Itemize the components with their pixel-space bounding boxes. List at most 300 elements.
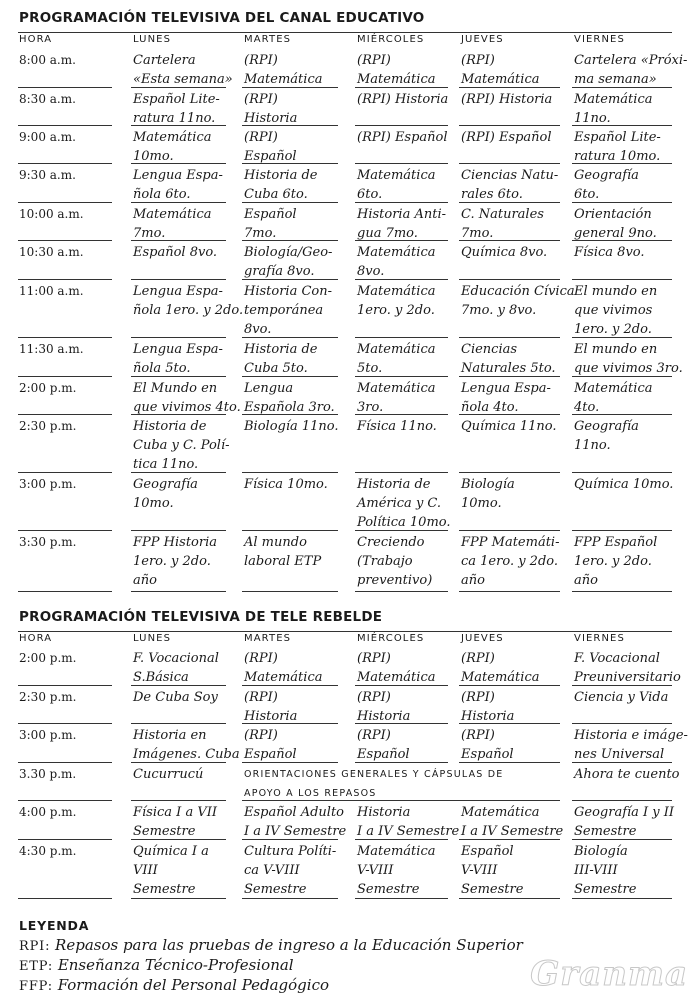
program-line: Español [244, 207, 297, 222]
program-line: 1ero. y 2do. [133, 554, 211, 570]
program-line: (RPI) [244, 728, 278, 743]
program-cell [574, 765, 680, 784]
program-line: rales 6to. [461, 187, 523, 203]
program-line: Imágenes. Cuba [133, 747, 240, 763]
program-line: Biología/Geo- [244, 245, 333, 260]
program-line: Matemática [357, 844, 436, 859]
program-line: año [133, 573, 157, 589]
time-cell: 2:00 p.m. [19, 651, 77, 665]
program-cell [574, 726, 688, 764]
program-cell [461, 282, 575, 320]
program-line: Historia [244, 111, 298, 127]
program-line: (RPI) [357, 728, 391, 743]
program-cell [244, 475, 328, 494]
program-line: Química I a [133, 844, 209, 859]
legend-definition: Enseñanza Técnico-Profesional [57, 956, 294, 974]
row-divider [18, 240, 112, 241]
time-cell: 4:00 p.m. [19, 805, 77, 819]
program-line: 11no. [574, 438, 611, 454]
time-cell: 9:30 a.m. [19, 168, 76, 182]
row-divider [572, 279, 672, 280]
program-cell [244, 688, 297, 726]
row-divider [18, 591, 112, 592]
program-cell [461, 417, 556, 436]
program-line: ca 1ero. y 2do. [461, 554, 559, 570]
program-cell [357, 166, 435, 204]
program-cell [357, 90, 448, 109]
program-cell [574, 90, 652, 128]
program-line: Biología [461, 477, 515, 492]
program-cell [574, 688, 668, 707]
program-line: FPP Español [574, 535, 658, 550]
row-divider [18, 87, 112, 88]
program-line: Física 8vo. [574, 245, 645, 260]
program-cell [357, 51, 435, 89]
row-divider [131, 279, 226, 280]
program-cell [133, 379, 241, 417]
time-cell: 11:30 a.m. [19, 342, 84, 356]
program-line: Lengua Espa- [133, 284, 223, 299]
program-line: Geografía I y II [574, 805, 675, 820]
program-line: Cuba y C. Polí- [133, 438, 230, 454]
program-line: Física 10mo. [244, 477, 328, 492]
program-line: 11no. [574, 111, 611, 127]
program-line: (RPI) Español [357, 130, 448, 145]
program-line: Preuniversitario [574, 670, 681, 686]
program-line: (RPI) [244, 130, 278, 145]
program-line: Historia [461, 709, 515, 725]
program-line: tica 11no. [133, 457, 199, 473]
program-line: (RPI) [357, 690, 391, 705]
program-cell [133, 842, 209, 900]
program-cell [357, 475, 451, 533]
program-line: Español [461, 844, 514, 859]
program-cell [574, 475, 673, 494]
program-line: (RPI) Historia [357, 92, 449, 107]
program-line: FPP Historia [133, 535, 217, 550]
row-divider [459, 279, 560, 280]
program-cell [461, 243, 547, 262]
program-line: 3ro. [357, 400, 384, 416]
legend-title: LEYENDA [19, 918, 90, 933]
program-line: Matemática [461, 805, 540, 820]
program-line: Historia e imáge- [574, 728, 688, 743]
program-line: Cartelera «Próxi- [574, 53, 688, 68]
program-line: 8vo. [357, 264, 385, 280]
program-cell [574, 51, 687, 89]
legend-item [19, 936, 523, 956]
row-divider [18, 125, 112, 126]
row-divider [131, 530, 226, 531]
program-line: F. Vocacional [133, 651, 219, 666]
program-line: 7mo. [244, 226, 277, 242]
program-line: Española 3ro. [244, 400, 335, 416]
time-cell: 2:00 p.m. [19, 381, 77, 395]
program-line: (RPI) [244, 92, 278, 107]
row-divider [242, 530, 338, 531]
program-cell [357, 649, 435, 687]
program-line: (RPI) Español [461, 130, 552, 145]
program-cell [244, 649, 322, 687]
row-divider [18, 337, 112, 338]
time-cell: 3:00 p.m. [19, 728, 77, 742]
row-divider [131, 591, 226, 592]
program-cell [133, 243, 217, 262]
program-line: Historia [357, 805, 411, 820]
program-line: Semestre [574, 824, 637, 840]
column-header-jueves: JUEVES [461, 633, 504, 644]
row-divider [18, 472, 112, 473]
program-cell [461, 803, 563, 841]
program-line: Física 11no. [357, 419, 437, 434]
legend-abbreviation: FFP: [19, 979, 53, 994]
program-cell [244, 803, 346, 841]
program-cell [357, 417, 437, 436]
program-line: (Trabajo [357, 554, 413, 570]
program-line: (RPI) [461, 728, 495, 743]
program-line: Ciencias Natu- [461, 168, 559, 183]
program-line: 7mo. [461, 226, 494, 242]
program-line: 6to. [574, 187, 600, 203]
program-cell [461, 726, 514, 764]
program-line: Matemática [574, 381, 653, 396]
program-cell [461, 379, 551, 417]
program-line: V-VIII [461, 863, 498, 879]
row-divider [459, 125, 560, 126]
row-divider [355, 125, 448, 126]
program-line: laboral ETP [244, 554, 322, 570]
program-line: Biología 11no. [244, 419, 339, 434]
program-cell [357, 379, 435, 417]
program-line: (RPI) [461, 690, 495, 705]
program-cell [133, 475, 198, 513]
time-cell: 3:30 p.m. [19, 535, 77, 549]
program-cell [244, 51, 322, 89]
program-cell [574, 340, 683, 378]
program-line: Matemática [357, 284, 436, 299]
row-divider [18, 762, 112, 763]
program-line: El mundo en [574, 342, 658, 357]
program-cell [133, 128, 211, 166]
program-cell [244, 379, 335, 417]
column-header-hora: HORA [19, 633, 53, 644]
program-line: III-VIII [574, 863, 618, 879]
program-line: (RPI) [357, 53, 391, 68]
column-header-miercoles: MIÉRCOLES [357, 633, 425, 644]
program-line: (RPI) [244, 53, 278, 68]
row-divider [18, 685, 112, 686]
program-line: I a IV Semestre [357, 824, 460, 840]
time-cell: 8:30 a.m. [19, 92, 76, 106]
program-line: Matemática [357, 342, 436, 357]
program-cell [133, 166, 223, 204]
program-line: Historia Con- [244, 284, 333, 299]
program-line: general 9no. [574, 226, 657, 242]
tele_rebelde-title: PROGRAMACIÓN TELEVISIVA DE TELE REBELDE [19, 609, 383, 625]
program-cell [574, 128, 661, 166]
row-divider [459, 337, 560, 338]
legend-item [19, 976, 329, 996]
program-cell [461, 842, 523, 900]
program-cell [244, 533, 321, 571]
program-line: Geografía [574, 168, 639, 183]
program-line: Cuba 6to. [244, 187, 308, 203]
row-divider [459, 591, 560, 592]
row-divider [572, 723, 672, 724]
row-divider [18, 839, 112, 840]
program-line: Semestre [133, 882, 196, 898]
program-line: (RPI) [357, 651, 391, 666]
program-line: Español 8vo. [133, 245, 218, 260]
row-divider [572, 472, 672, 473]
program-line: FPP Matemáti- [461, 535, 560, 550]
row-divider [131, 800, 226, 801]
program-cell [461, 166, 558, 204]
column-header-viernes: VIERNES [574, 633, 625, 644]
time-cell: 4:30 p.m. [19, 844, 77, 858]
program-line: (RPI) [244, 690, 278, 705]
program-line: que vivimos 4to. [133, 400, 241, 416]
program-line: S.Básica [133, 670, 189, 686]
row-divider [242, 591, 338, 592]
row-divider [18, 800, 112, 801]
program-cell [357, 282, 435, 320]
program-line: Semestre [574, 882, 637, 898]
program-line: 6to. [357, 187, 383, 203]
program-line: ma semana» [574, 72, 657, 88]
row-divider [18, 376, 112, 377]
program-line: gua 7mo. [357, 226, 418, 242]
program-cell [357, 128, 448, 147]
program-line: V-VIII [357, 863, 394, 879]
program-line: Matemática [357, 168, 436, 183]
program-line: Matemática [133, 207, 212, 222]
program-line: Ciencia y Vida [574, 690, 669, 705]
span-line: ORIENTACIONES GENERALES Y CÁPSULAS DE [244, 769, 504, 780]
program-line: Matemática [357, 72, 436, 88]
time-cell: 10:30 a.m. [19, 245, 84, 259]
tele_rebelde-header-row [18, 631, 700, 648]
program-cell [244, 417, 339, 436]
program-cell [461, 475, 515, 513]
program-cell [461, 128, 552, 147]
program-line: Semestre [461, 882, 524, 898]
program-line: Biología [574, 844, 628, 859]
program-cell [461, 205, 544, 243]
row-divider [131, 723, 226, 724]
legend-definition: Repasos para las pruebas de ingreso a la Educación Superior [55, 936, 523, 954]
program-cell [133, 649, 219, 687]
program-line: De Cuba Soy [133, 690, 218, 705]
program-line: 7mo. y 8vo. [461, 303, 537, 319]
program-cell [133, 688, 218, 707]
program-line: ratura 11no. [133, 111, 216, 127]
program-cell [574, 282, 657, 340]
program-line: Ciencias [461, 342, 518, 357]
program-line: Semestre [244, 882, 307, 898]
column-header-lunes: LUNES [133, 34, 172, 45]
program-cell [244, 340, 318, 378]
program-line: Geografía [574, 419, 639, 434]
span-line: APOYO A LOS REPASOS [244, 788, 377, 799]
program-line: Matemática [244, 72, 323, 88]
program-line: (RPI) Historia [461, 92, 553, 107]
program-line: Historia de [357, 477, 431, 492]
program-line: Geografía [133, 477, 198, 492]
program-cell [244, 842, 336, 900]
program-cell [244, 282, 332, 340]
time-cell: 3:00 p.m. [19, 477, 77, 491]
program-line: 1ero. y 2do. [574, 554, 652, 570]
program-cell [461, 649, 539, 687]
time-cell: 2:30 p.m. [19, 419, 77, 433]
program-cell [574, 166, 639, 204]
row-divider [131, 337, 226, 338]
program-cell [357, 205, 446, 243]
program-cell [357, 726, 410, 764]
row-divider [18, 163, 112, 164]
program-cell [574, 649, 681, 687]
program-cell [357, 803, 459, 841]
row-divider [459, 163, 560, 164]
program-cell [133, 282, 243, 320]
program-line: Historia de [244, 342, 318, 357]
program-line: Creciendo [357, 535, 425, 550]
row-divider [355, 472, 448, 473]
time-cell: 9:00 a.m. [19, 130, 76, 144]
program-cell [357, 842, 435, 900]
program-cell [244, 205, 297, 243]
time-cell: 10:00 a.m. [19, 207, 84, 221]
time-cell: 2:30 p.m. [19, 690, 77, 704]
program-line: Cuba 5to. [244, 361, 308, 377]
program-line: VIII [133, 863, 158, 879]
program-line: Matemática [357, 381, 436, 396]
program-line: Matemática [461, 72, 540, 88]
program-line: 1ero. y 2do. [574, 322, 652, 338]
program-line: ñola 4to. [461, 400, 519, 416]
row-divider [18, 530, 112, 531]
program-cell [461, 688, 514, 726]
program-cell [133, 803, 217, 841]
program-line: 10mo. [133, 149, 174, 165]
legend-abbreviation: RPI: [19, 939, 51, 954]
program-line: 1ero. y 2do. [357, 303, 435, 319]
program-cell [133, 765, 203, 784]
program-line: preventivo) [357, 573, 433, 589]
program-cell [133, 417, 230, 475]
program-line: América y C. [357, 496, 442, 512]
program-line: Cultura Políti- [244, 844, 337, 859]
canal_educativo-header-row [18, 32, 700, 49]
program-line: Matemática [133, 130, 212, 145]
program-line: Historia [244, 709, 298, 725]
program-line: C. Naturales [461, 207, 544, 222]
program-cell [574, 842, 636, 900]
program-line: Matemática [574, 92, 653, 107]
program-line: F. Vocacional [574, 651, 660, 666]
program-line: Historia en [133, 728, 207, 743]
column-header-martes: MARTES [244, 633, 292, 644]
program-cell [574, 417, 639, 455]
program-cell [574, 205, 657, 243]
legend-definition: Formación del Personal Pedagógico [57, 976, 330, 994]
program-line: 8vo. [244, 322, 272, 338]
row-divider [18, 898, 112, 899]
program-line: Español Lite- [574, 130, 661, 145]
program-line: (RPI) [244, 651, 278, 666]
program-line: 10mo. [461, 496, 502, 512]
program-line: Lengua [244, 381, 294, 396]
program-line: Historia de [244, 168, 318, 183]
row-divider [572, 800, 672, 801]
program-cell [461, 533, 559, 591]
row-divider [355, 163, 448, 164]
time-cell: 3.30 p.m. [19, 767, 77, 781]
program-cell [461, 90, 552, 109]
program-line: 5to. [357, 361, 383, 377]
program-line: (RPI) [461, 53, 495, 68]
program-line: Cucurrucú [133, 767, 204, 782]
program-line: ñola 6to. [133, 187, 191, 203]
program-line: Física I a VII [133, 805, 217, 820]
column-header-hora: HORA [19, 34, 53, 45]
program-cell [357, 243, 435, 281]
row-divider [572, 591, 672, 592]
program-line: ratura 10mo. [574, 149, 661, 165]
row-divider [572, 530, 672, 531]
program-line: Matemática [461, 670, 540, 686]
column-header-lunes: LUNES [133, 633, 172, 644]
program-line: Cartelera [133, 53, 196, 68]
program-cell [244, 166, 318, 204]
row-divider [459, 530, 560, 531]
legend-item [19, 956, 294, 976]
program-line: 7mo. [133, 226, 166, 242]
program-line: Orientación [574, 207, 652, 222]
legend-abbreviation: ETP: [19, 959, 54, 974]
program-line: nes Universal [574, 747, 665, 763]
program-cell [357, 533, 432, 591]
program-line: Química 8vo. [461, 245, 548, 260]
program-cell [133, 533, 217, 591]
program-line: 10mo. [133, 496, 174, 512]
program-line: I a IV Semestre [461, 824, 564, 840]
program-line: que vivimos 3ro. [574, 361, 683, 377]
program-line: Español [244, 747, 297, 763]
program-line: El mundo en [574, 284, 658, 299]
row-divider [18, 723, 112, 724]
program-line: ñola 5to. [133, 361, 191, 377]
program-cell [357, 340, 435, 378]
program-line: 4to. [574, 400, 600, 416]
column-header-miercoles: MIÉRCOLES [357, 34, 425, 45]
program-line: Español Adulto [244, 805, 345, 820]
row-divider [355, 591, 448, 592]
program-cell [133, 205, 211, 243]
program-line: Ahora te cuento [574, 767, 680, 782]
row-divider [18, 202, 112, 203]
program-line: Español [357, 747, 410, 763]
orientaciones-span-cell [244, 765, 503, 803]
program-cell [133, 340, 223, 378]
program-line: temporánea [244, 303, 324, 319]
program-cell [574, 379, 652, 417]
column-header-viernes: VIERNES [574, 34, 625, 45]
canal_educativo-title: PROGRAMACIÓN TELEVISIVA DEL CANAL EDUCATIVO [19, 10, 425, 26]
program-cell [133, 90, 220, 128]
program-line: que vivimos [574, 303, 653, 319]
